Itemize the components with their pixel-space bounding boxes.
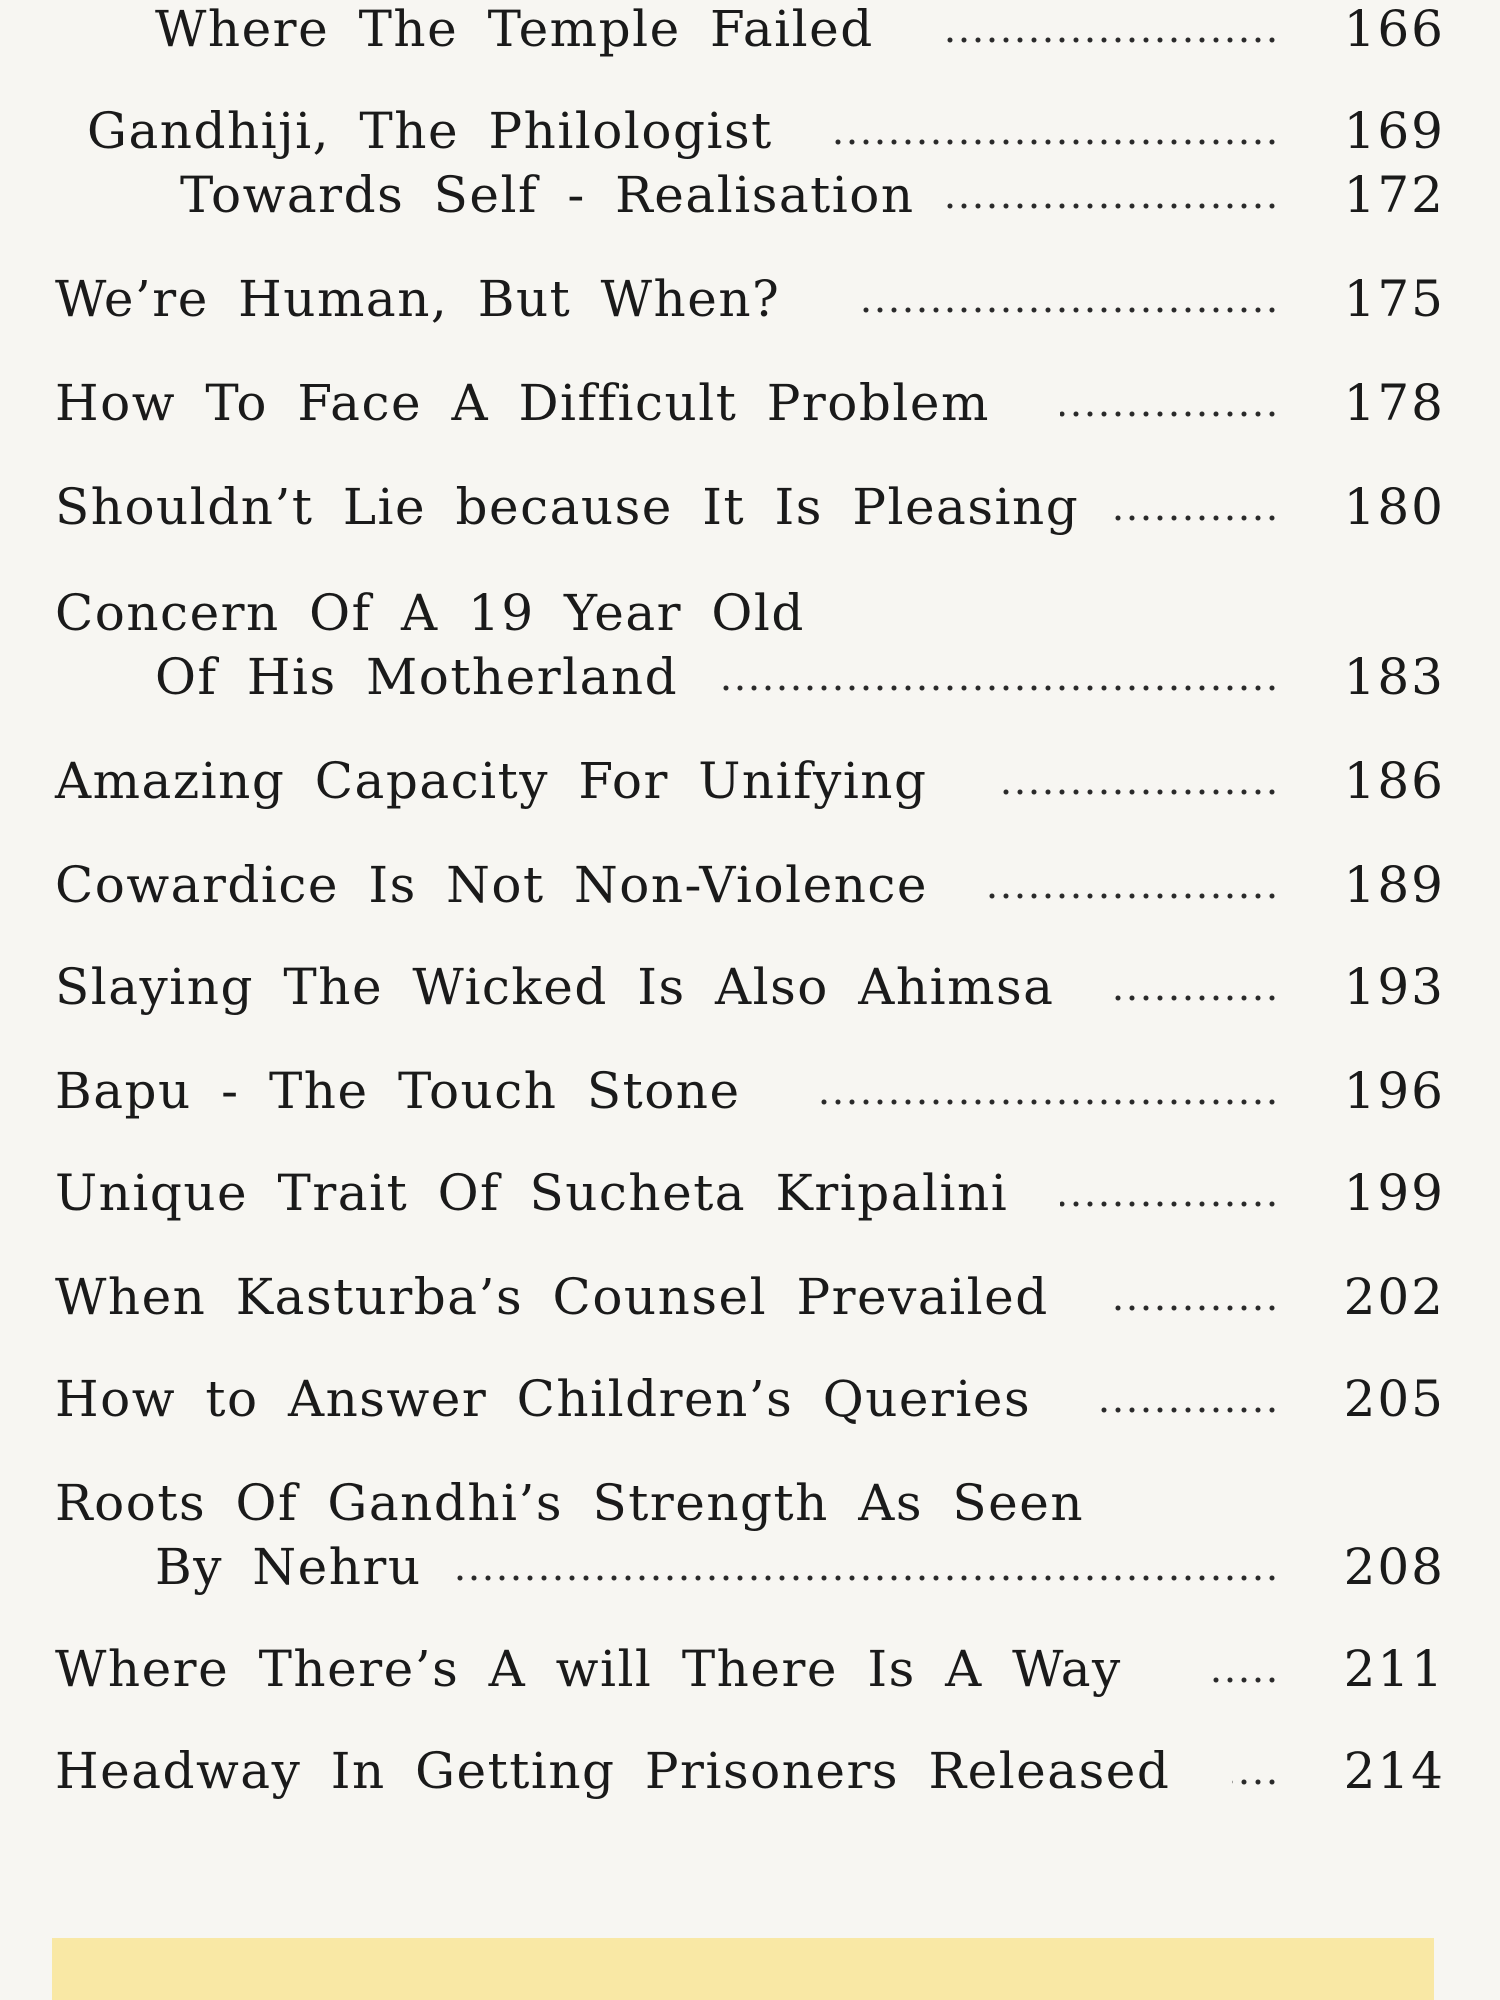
- entry-title: Bapu - The Touch Stone: [55, 1062, 741, 1120]
- entry-title-line-1-row: [0, 1468, 1500, 1538]
- entry-page-number: 178: [1343, 374, 1445, 432]
- dot-leader: [720, 678, 1279, 698]
- entry-title-line-1: Concern Of A 19 Year Old: [55, 584, 805, 642]
- toc-entry[interactable]: [0, 746, 1500, 816]
- toc-entry[interactable]: [0, 850, 1500, 920]
- entry-title: Cowardice Is Not Non-Violence: [55, 856, 929, 914]
- dot-leader: [855, 300, 1279, 320]
- toc-entry[interactable]: [0, 368, 1500, 438]
- entry-page-number: 183: [1343, 648, 1445, 706]
- toc-entry[interactable]: [0, 578, 1500, 712]
- entry-title: How To Face A Difficult Problem: [55, 374, 990, 432]
- entry-title-line-2: Of His Motherland: [155, 648, 679, 706]
- entry-title: When Kasturba’s Counsel Prevailed: [55, 1268, 1049, 1326]
- toc-entry[interactable]: [0, 1364, 1500, 1434]
- dot-leader: [455, 1568, 1279, 1588]
- dot-leader: [985, 886, 1279, 906]
- entry-title: We’re Human, But When?: [55, 270, 781, 328]
- toc-entry[interactable]: [0, 1056, 1500, 1126]
- entry-page-number: 202: [1343, 1268, 1445, 1326]
- entry-page-number: 205: [1343, 1370, 1445, 1428]
- entry-page-number: 189: [1343, 856, 1445, 914]
- entry-page-number: 166: [1343, 0, 1445, 58]
- entry-page-number: 186: [1343, 752, 1445, 810]
- dot-leader: [1232, 1772, 1279, 1792]
- entry-title-line-2: By Nehru: [155, 1538, 422, 1596]
- dot-leader: [815, 1092, 1279, 1112]
- entry-page-number: 175: [1343, 270, 1445, 328]
- toc-entry[interactable]: [0, 1468, 1500, 1602]
- dot-leader: [1000, 782, 1279, 802]
- dot-leader: [828, 132, 1279, 152]
- toc-entry[interactable]: [0, 472, 1500, 542]
- footer-color-band: [52, 1938, 1434, 2000]
- entry-title-line-2-row: [0, 642, 1500, 712]
- entry-title-line-1-row: [0, 578, 1500, 648]
- toc-entry[interactable]: [0, 160, 1500, 230]
- entry-page-number: 199: [1343, 1164, 1445, 1222]
- entry-page-number: 193: [1343, 958, 1445, 1016]
- toc-entry[interactable]: [0, 1158, 1500, 1228]
- entry-title: Headway In Getting Prisoners Released: [55, 1742, 1171, 1800]
- entry-page-number: 180: [1343, 478, 1445, 536]
- dot-leader: [1115, 988, 1279, 1008]
- dot-leader: [1210, 1670, 1279, 1690]
- entry-title: Slaying The Wicked Is Also Ahimsa: [55, 958, 1055, 1016]
- entry-page-number: 172: [1343, 166, 1445, 224]
- dot-leader: [1115, 1298, 1279, 1318]
- dot-leader: [1060, 404, 1279, 424]
- dot-leader: [1115, 508, 1279, 528]
- toc-entry[interactable]: [0, 1634, 1500, 1704]
- entry-page-number: 169: [1343, 102, 1445, 160]
- toc-entry[interactable]: [0, 1736, 1500, 1806]
- entry-title: How to Answer Children’s Queries: [55, 1370, 1032, 1428]
- toc-entry[interactable]: [0, 0, 1500, 64]
- dot-leader: [1100, 1400, 1279, 1420]
- entry-title: Unique Trait Of Sucheta Kripalini: [55, 1164, 1009, 1222]
- entry-title: Shouldn’t Lie because It Is Pleasing: [55, 478, 1080, 536]
- entry-page-number: 196: [1343, 1062, 1445, 1120]
- entry-title: Amazing Capacity For Unifying: [55, 752, 928, 810]
- dot-leader: [940, 196, 1279, 216]
- entry-title: Where There’s A will There Is A Way: [55, 1640, 1122, 1698]
- entry-page-number: 208: [1343, 1538, 1445, 1596]
- entry-title-line-1: Roots Of Gandhi’s Strength As Seen: [55, 1474, 1085, 1532]
- entry-title: Gandhiji, The Philologist: [87, 102, 773, 160]
- entry-title-line-2-row: [0, 1532, 1500, 1602]
- toc-entry[interactable]: [0, 96, 1500, 166]
- entry-page-number: 211: [1343, 1640, 1445, 1698]
- toc-entry[interactable]: [0, 952, 1500, 1022]
- toc-entry[interactable]: [0, 264, 1500, 334]
- toc-entry[interactable]: [0, 1262, 1500, 1332]
- dot-leader: [945, 30, 1279, 50]
- entry-page-number: 214: [1343, 1742, 1445, 1800]
- entry-title: Towards Self - Realisation: [180, 166, 915, 224]
- dot-leader: [1060, 1194, 1279, 1214]
- entry-title: Where The Temple Failed: [155, 0, 874, 58]
